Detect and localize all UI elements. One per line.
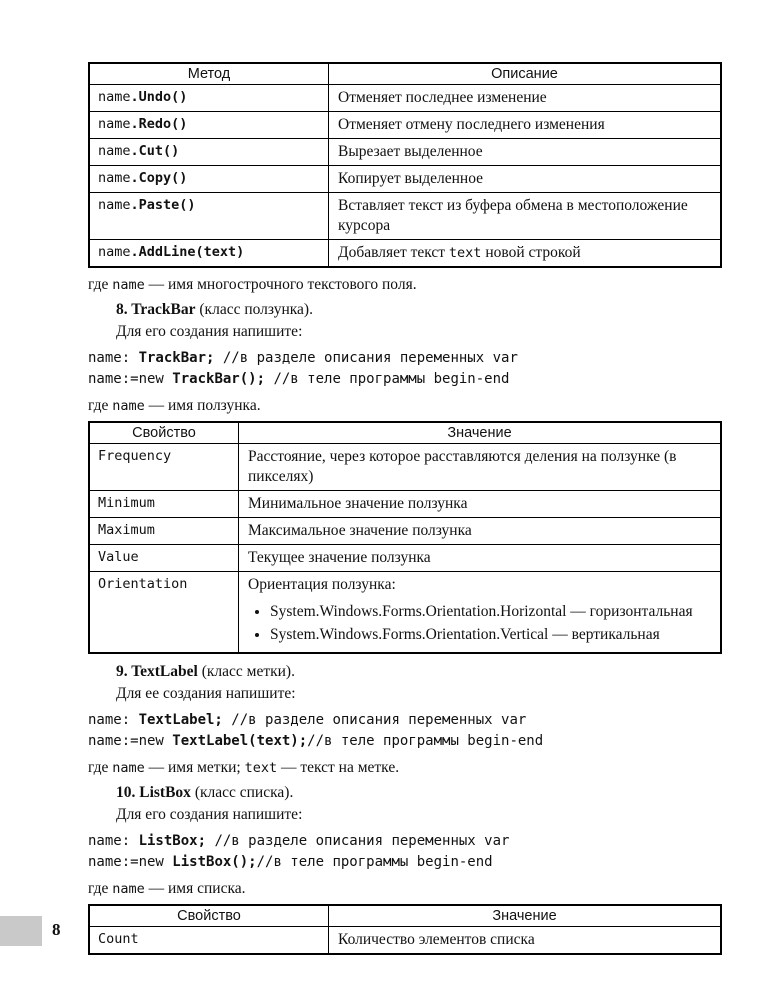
code-block-trackbar <box>88 348 722 390</box>
heading-rest: (класс ползунка). <box>195 301 313 318</box>
code-bold: TrackBar; <box>138 350 215 366</box>
listbox-table-header-row <box>89 905 721 927</box>
code-comment: //в разделе описания переменных var <box>222 712 527 728</box>
property-cell: Maximum <box>89 518 239 545</box>
orientation-intro: Ориентация ползунка: <box>248 576 396 593</box>
code-text: name: <box>88 833 139 849</box>
page-number: 8 <box>52 920 61 939</box>
listbox-properties-table <box>88 904 722 955</box>
inline-code: name <box>112 881 145 897</box>
method-name: .Cut() <box>130 143 180 159</box>
note-text: — имя метки; <box>144 759 245 776</box>
code-text: name:=new <box>88 371 173 387</box>
heading-rest: (класс метки). <box>197 663 295 680</box>
property-cell: Count <box>89 927 329 955</box>
value-cell: Максимальное значение ползунка <box>239 518 722 545</box>
table-row <box>89 927 721 955</box>
description-cell <box>329 112 722 139</box>
method-prefix: name <box>98 244 131 260</box>
heading-bold: 10. ListBox <box>116 784 191 801</box>
description-text: новой строкой <box>481 244 581 261</box>
table-row <box>89 166 721 193</box>
section-heading-trackbar <box>88 298 722 321</box>
code-line <box>88 831 722 852</box>
property-cell: Minimum <box>89 491 239 518</box>
section-heading-textlabel <box>88 660 722 683</box>
description-cell <box>329 166 722 193</box>
property-cell: Frequency <box>89 444 239 491</box>
code-bold: ListBox(); <box>172 854 257 870</box>
table-row <box>89 545 721 572</box>
method-cell <box>89 85 329 112</box>
code-comment: //в теле программы begin-end <box>265 371 510 387</box>
value-cell: Текущее значение ползунка <box>239 545 722 572</box>
method-cell <box>89 240 329 268</box>
note-text: — имя ползунка. <box>144 397 261 414</box>
method-name: .Paste() <box>130 197 196 213</box>
property-cell: Value <box>89 545 239 572</box>
method-cell <box>89 139 329 166</box>
method-prefix: name <box>98 197 131 213</box>
table-row <box>89 444 721 491</box>
orientation-option: • System.Windows.Forms.Orientation.Horizontal — горизонтальная <box>270 601 711 622</box>
methods-table <box>88 62 722 268</box>
code-block-listbox <box>88 831 722 873</box>
code-line <box>88 852 722 873</box>
value-cell: Минимальное значение ползунка <box>239 491 722 518</box>
description-cell <box>329 139 722 166</box>
method-cell <box>89 112 329 139</box>
page-margin-tab <box>0 916 42 946</box>
table-row <box>89 572 721 654</box>
description-text: Копирует выделенное <box>338 170 484 187</box>
trackbar-properties-table <box>88 421 722 654</box>
code-bold: TextLabel; <box>138 712 223 728</box>
code-bold: ListBox; <box>138 833 207 849</box>
code-line <box>88 348 722 369</box>
trackbar-table-header-row <box>89 422 721 444</box>
code-comment: //в разделе описания переменных var <box>214 350 518 366</box>
description-text: Отменяет отмену последнего изменения <box>338 116 605 133</box>
code-comment: //в разделе описания переменных var <box>206 833 510 849</box>
value-cell: Количество элементов списка <box>329 927 722 955</box>
code-bold: TextLabel(text); <box>172 733 308 749</box>
description-cell <box>329 85 722 112</box>
note-text: где <box>88 276 113 293</box>
heading-bold: 9. TextLabel <box>116 663 198 680</box>
methods-table-header-description: Описание <box>329 63 722 85</box>
description-text: Добавляет текст <box>338 244 449 261</box>
intro-line-trackbar: Для его создания напишите: <box>116 323 303 340</box>
code-block-textlabel <box>88 710 722 752</box>
methods-table-header-method: Метод <box>89 63 329 85</box>
heading-rest: (класс списка). <box>190 784 294 801</box>
inline-code: name <box>112 760 145 776</box>
property-cell: Orientation <box>89 572 239 654</box>
table-row <box>89 85 721 112</box>
note-methods <box>88 274 722 296</box>
inline-code: name <box>112 398 145 414</box>
intro-line-listbox: Для его создания напишите: <box>116 806 303 823</box>
note-text: где <box>88 759 113 776</box>
description-text: Вставляет текст из буфера обмена в местоположение курсора <box>338 197 688 234</box>
table-row <box>89 139 721 166</box>
description-text: Вырезает выделенное <box>338 143 483 160</box>
trackbar-table-header-property: Свойство <box>89 422 239 444</box>
table-row <box>89 518 721 545</box>
code-text: name: <box>88 712 139 728</box>
table-row <box>89 491 721 518</box>
code-line <box>88 369 722 390</box>
method-prefix: name <box>98 116 131 132</box>
note-textlabel <box>88 757 722 779</box>
inline-code: text <box>244 760 278 776</box>
inline-code: name <box>112 277 145 293</box>
table-row <box>89 193 721 240</box>
method-name: .Undo() <box>130 89 188 105</box>
note-text: где <box>88 880 113 897</box>
trackbar-table-header-value: Значение <box>239 422 722 444</box>
note-trackbar <box>88 395 722 417</box>
method-prefix: name <box>98 170 131 186</box>
code-comment: //в теле программы begin-end <box>307 733 544 749</box>
code-comment: //в теле программы begin-end <box>256 854 493 870</box>
description-cell <box>329 240 722 268</box>
section-heading-listbox <box>88 781 722 804</box>
method-cell <box>89 166 329 193</box>
heading-bold: 8. TrackBar <box>116 301 196 318</box>
method-prefix: name <box>98 143 131 159</box>
methods-table-header-row <box>89 63 721 85</box>
note-text: — имя многострочного текстового поля. <box>144 276 417 293</box>
method-name: .Redo() <box>130 116 188 132</box>
value-cell: Расстояние, через которое расставляются деления на ползунке (в пикселях) <box>239 444 722 491</box>
note-text: — имя списка. <box>144 880 246 897</box>
code-line <box>88 710 722 731</box>
inline-code: text <box>448 245 482 261</box>
method-name: .Copy() <box>130 170 188 186</box>
table-row <box>89 240 721 268</box>
note-listbox <box>88 878 722 900</box>
method-prefix: name <box>98 89 131 105</box>
code-line <box>88 731 722 752</box>
value-cell <box>239 572 722 654</box>
note-text: где <box>88 397 113 414</box>
note-text: — текст на метке. <box>277 759 400 776</box>
description-text: Отменяет последнее изменение <box>338 89 547 106</box>
method-cell <box>89 193 329 240</box>
code-bold: TrackBar(); <box>172 371 266 387</box>
listbox-table-header-property: Свойство <box>89 905 329 927</box>
method-name: .AddLine(text) <box>130 244 245 260</box>
orientation-options-list <box>248 601 711 645</box>
table-row <box>89 112 721 139</box>
code-text: name:=new <box>88 854 173 870</box>
description-cell <box>329 193 722 240</box>
page-content <box>88 58 722 961</box>
code-text: name: <box>88 350 139 366</box>
intro-line-textlabel: Для ее создания напишите: <box>116 685 296 702</box>
listbox-table-header-value: Значение <box>329 905 722 927</box>
orientation-option: • System.Windows.Forms.Orientation.Vertical — вертикальная <box>270 624 711 645</box>
code-text: name:=new <box>88 733 173 749</box>
